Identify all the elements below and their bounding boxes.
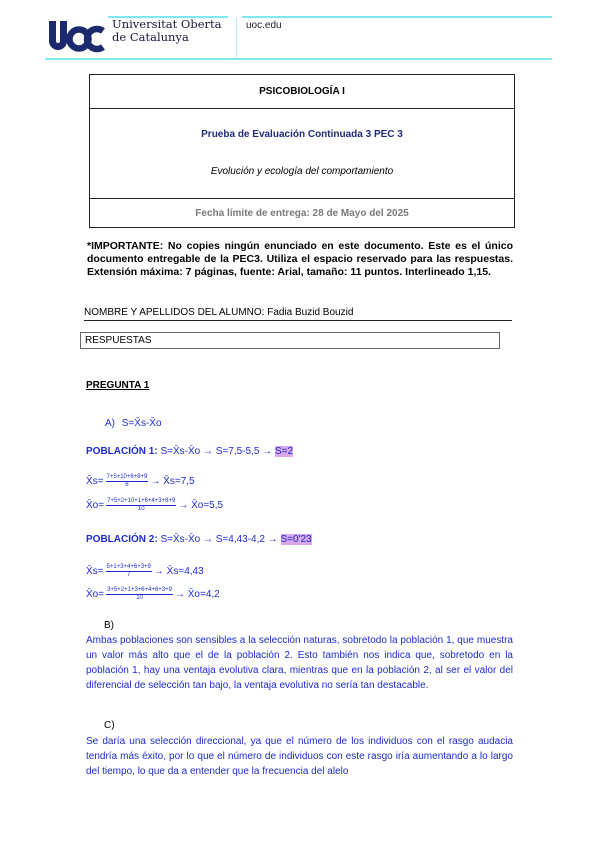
assignment-title: Prueba de Evaluación Continuada 3 PEC 3 [201,129,403,140]
title-divider-1 [90,108,514,109]
header-line-bottom [45,58,552,60]
university-name-line2: de Catalunya [112,30,189,44]
answers-label-box: RESPUESTAS [80,332,500,349]
pop1-xo-result: → X̄o=5,5 [178,500,224,512]
population2-result: S=0'23 [280,534,312,545]
pop2-xs-denominator: 7 [127,572,131,578]
population2-line [86,534,312,545]
population2-text: S=X̄s-X̄o → S=4,43-4,2 → [160,534,278,545]
pop1-xo-denominator: 10 [137,506,145,512]
topic-title: Evolución y ecología del comportamiento [210,166,394,177]
pop1-xo-numerator: 7+5+2+10+1+6+4+3+8+9 [107,498,176,504]
pop1-xs-fraction [106,474,149,489]
part-b-label: B) [104,620,114,631]
part-b-text: Ambas poblaciones son sensibles a la selección naturas, sobretodo la población 1, que muestra un valor más alto que el de la población 2. Esto también nos indica que, sobretodo en la población 1, hay una ventaja evolutiva clara, mientras que en la población 2, al ser el valor del diferencial de selección tan bajo, la ventaja evolutiva no sería tan destacable. [86,635,513,691]
pop1-xs-label: X̄s= [86,476,104,488]
population1-text: S=X̄s-X̄o → S=7,5-5,5 → [160,446,273,457]
part-c-text: Se daría una selección direccional, ya que el número de los individuos con el rasgo audacia tendría más éxito, por lo que el número de individuos con este rasgo iría aumentando a lo largo del tiempo, lo que da a entender que la frecuencia del alelo [86,736,513,777]
header-line-top-right [242,16,552,18]
pop2-xo-denominator: 10 [136,595,143,601]
deadline-text: Fecha límite de entrega: 28 de Mayo del 2025 [195,208,409,219]
student-name-line: NOMBRE Y APELLIDOS DEL ALUMNO: Fadia Buzid Bouzid [84,307,512,321]
population1-result: S=2 [274,446,294,457]
population2-xo-formula [86,587,220,602]
population1-xo-formula [86,498,223,513]
pop2-xo-label: X̄o= [86,589,105,601]
population1-xs-formula [86,474,195,489]
population2-xs-formula [86,564,204,579]
pop1-xs-result: → X̄s=7,5 [150,476,195,488]
population1-line [86,446,293,457]
pop1-xs-denominator: 6 [125,482,129,488]
question1-part-a [105,418,162,429]
pop1-xo-label: X̄o= [86,500,105,512]
pop1-xo-fraction [106,498,176,513]
part-c-label: C) [104,720,115,731]
pop2-xo-result: → X̄o=4,2 [174,589,220,601]
uoc-logo-icon [47,17,105,57]
question1-heading: PREGUNTA 1 [86,380,150,391]
part-a-label: A) [105,418,115,429]
subject-title: PSICOBIOLOGÍA I [259,86,345,97]
pop2-xo-fraction [106,587,173,602]
title-divider-2 [90,198,514,199]
pop2-xs-label: X̄s= [86,566,104,578]
important-note: *IMPORTANTE: No copies ningún enunciado en este documento. Este es el único documento entregable de la PEC3. Utiliza el espacio reservado para las respuestas. Extensión máxima: 7 páginas, fuente: Arial, tamaño: 11 puntos. Interlineado 1,15. [87,240,513,278]
pop2-xo-numerator: 3+5+2+1+3+6+4+6+3+9 [107,587,172,593]
pop2-xs-result: → X̄s=4,43 [153,566,204,578]
university-name-line1: Universitat Oberta [112,17,222,31]
title-box [89,74,515,228]
header-separator [236,18,237,58]
part-a-formula: S=X̄s-X̄o [121,418,162,429]
university-name [112,18,221,44]
header-url-link[interactable]: uoc.edu [246,20,282,31]
pop2-xs-fraction [106,564,152,579]
population2-label: POBLACIÓN 2: [86,534,158,545]
pop2-xs-numerator: 5+1+3+4+6+3+9 [106,564,151,570]
population1-label: POBLACIÓN 1: [86,446,158,457]
pop1-xs-numerator: 7+5+10+6+8+9 [106,474,148,480]
